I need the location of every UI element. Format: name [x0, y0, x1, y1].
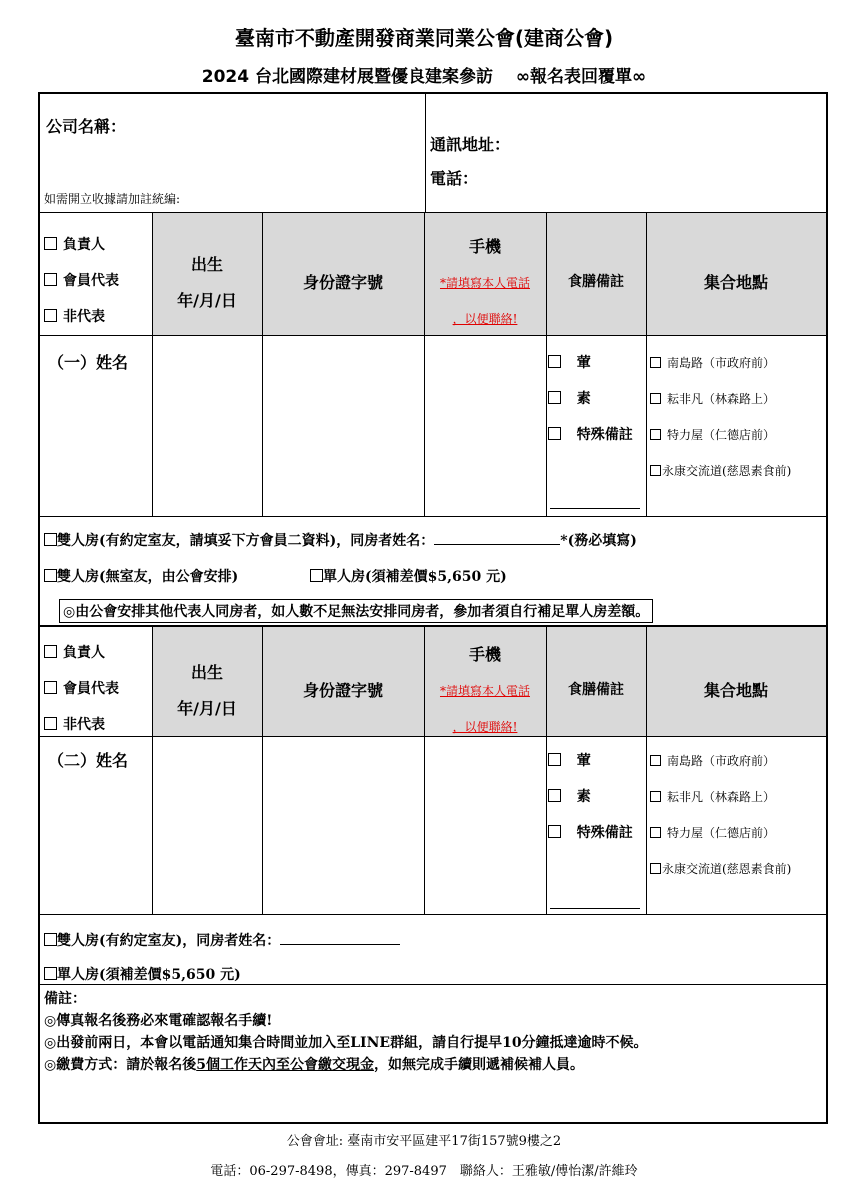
meal-label: 食膳備註 — [568, 274, 624, 290]
meal-option-special-2[interactable]: 特殊備註 — [548, 822, 633, 842]
remark-line-2: ◎出發前兩日，本會以電話通知集合時間並加入至LINE群組，請自行提早10分鐘抵達逾時不候。 — [44, 1035, 648, 1051]
birth-label-2: 出生 — [190, 663, 223, 682]
checkbox-icon[interactable] — [548, 789, 561, 802]
meeting-option-3b[interactable]: 特力屋（仁德店前） — [650, 824, 775, 841]
checkbox-icon[interactable] — [548, 391, 561, 404]
invoice-note: 如需開立收據請加註統編: — [44, 192, 181, 206]
checkbox-icon[interactable] — [44, 645, 57, 658]
mobile-note-1: *請填寫本人電話 — [439, 276, 530, 290]
room2-single[interactable]: 單人房(須補差價$5,650 元) — [44, 964, 241, 984]
checkbox-icon[interactable] — [650, 755, 661, 766]
meeting-option-3[interactable]: 特力屋（仁德店前） — [650, 426, 775, 443]
birth-format-label: 年/月/日 — [177, 291, 237, 310]
checkbox-icon[interactable] — [44, 933, 57, 946]
mobile-label-2: 手機 — [468, 645, 501, 664]
id-number-label-2: 身份證字號 — [302, 681, 383, 700]
meal-option-vegetarian-2[interactable]: 素 — [548, 786, 591, 806]
form-title: 臺南市不動產開發商業同業公會(建商公會) — [234, 26, 614, 50]
remark-line-1: ◎傳真報名後務必來電確認報名手續! — [44, 1013, 273, 1029]
meeting-option-2b[interactable]: 耘非凡（林森路上） — [650, 788, 775, 805]
meeting-point-label: 集合地點 — [703, 273, 768, 292]
birth-format-label-2: 年/月/日 — [177, 699, 237, 718]
phone-label: 電話： — [430, 169, 479, 188]
checkbox-icon[interactable] — [44, 273, 57, 286]
checkbox-icon[interactable] — [548, 427, 561, 440]
mobile-label: 手機 — [468, 237, 501, 256]
remarks-title: 備註： — [44, 991, 86, 1007]
address-label: 通訊地址： — [430, 135, 511, 154]
mobile-note-2: ，以便聯絡! — [452, 312, 518, 326]
checkbox-icon[interactable] — [650, 465, 661, 476]
checkbox-icon[interactable] — [44, 309, 57, 322]
checkbox-icon[interactable] — [310, 569, 323, 582]
checkbox-icon[interactable] — [44, 717, 57, 730]
room-arrangement-note: ◎由公會安排其他代表人同房者，如人數不足無法安排同房者，參加者須自行補足單人房差額。 — [59, 599, 653, 623]
meeting-option-4b[interactable]: 永康交流道(慈恩素食前) — [650, 860, 791, 877]
room1-double-no-friend[interactable]: 雙人房(無室友，由公會安排) — [44, 566, 238, 586]
role-option-1[interactable]: 負責人 — [44, 234, 105, 254]
role-option-2[interactable]: 會員代表 — [44, 270, 119, 290]
room2-double-with-friend[interactable]: 雙人房(有約定室友)，同房者姓名： — [44, 930, 400, 950]
roommate-name-field[interactable] — [434, 530, 560, 545]
meal-label-2: 食膳備註 — [568, 682, 624, 698]
role-option-2b[interactable]: 會員代表 — [44, 678, 119, 698]
mobile-note-1b: *請填寫本人電話 — [439, 684, 530, 698]
checkbox-icon[interactable] — [44, 967, 57, 980]
meal-option-meat[interactable]: 葷 — [548, 352, 591, 372]
company-name-label: 公司名稱： — [46, 117, 127, 136]
checkbox-icon[interactable] — [650, 791, 661, 802]
role-option-1b[interactable]: 負責人 — [44, 642, 105, 662]
checkbox-icon[interactable] — [650, 429, 661, 440]
checkbox-icon[interactable] — [548, 825, 561, 838]
footer-contact: 電話：06-297-8498，傳真：297-8497 聯絡人：王雅敏/傅怡潔/許維玲 — [210, 1164, 638, 1179]
person-1-name-label: （一）姓名 — [48, 353, 129, 372]
room1-single[interactable]: 單人房(須補差價$5,650 元) — [310, 566, 507, 586]
meal-option-vegetarian[interactable]: 素 — [548, 388, 591, 408]
checkbox-icon[interactable] — [650, 863, 661, 874]
form-subtitle: 2024 台北國際建材展暨優良建案參訪 ∞報名表回覆單∞ — [201, 67, 647, 87]
form-frame — [38, 92, 828, 1124]
checkbox-icon[interactable] — [44, 533, 57, 546]
role-option-3[interactable]: 非代表 — [44, 306, 105, 326]
role-option-3b[interactable]: 非代表 — [44, 714, 105, 734]
meeting-option-4[interactable]: 永康交流道(慈恩素食前) — [650, 462, 791, 479]
birth-label: 出生 — [190, 255, 223, 274]
checkbox-icon[interactable] — [44, 237, 57, 250]
checkbox-icon[interactable] — [548, 753, 561, 766]
meeting-option-1[interactable]: 南島路（市政府前） — [650, 354, 775, 371]
meeting-option-1b[interactable]: 南島路（市政府前） — [650, 752, 775, 769]
checkbox-icon[interactable] — [650, 393, 661, 404]
checkbox-icon[interactable] — [548, 355, 561, 368]
checkbox-icon[interactable] — [44, 569, 57, 582]
meeting-point-label-2: 集合地點 — [703, 681, 768, 700]
meeting-option-2[interactable]: 耘非凡（林森路上） — [650, 390, 775, 407]
remark-line-3: ◎繳費方式：請於報名後5個工作天內至公會繳交現金，如無完成手續則遞補候補人員。 — [44, 1057, 584, 1073]
person-2-name-label: （二）姓名 — [48, 751, 129, 770]
roommate-name-field-2[interactable] — [280, 930, 400, 945]
mobile-note-2b: ，以便聯絡! — [452, 720, 518, 734]
footer-address: 公會會址: 臺南市安平區建平17街157號9樓之2 — [286, 1134, 562, 1149]
checkbox-icon[interactable] — [650, 357, 661, 368]
meal-option-meat-2[interactable]: 葷 — [548, 750, 591, 770]
meal-option-special[interactable]: 特殊備註 — [548, 424, 633, 444]
id-number-label: 身份證字號 — [302, 273, 383, 292]
room1-double-with-friend[interactable]: 雙人房(有約定室友，請填妥下方會員二資料)，同房者姓名： *(務必填寫) — [44, 530, 637, 550]
checkbox-icon[interactable] — [44, 681, 57, 694]
checkbox-icon[interactable] — [650, 827, 661, 838]
